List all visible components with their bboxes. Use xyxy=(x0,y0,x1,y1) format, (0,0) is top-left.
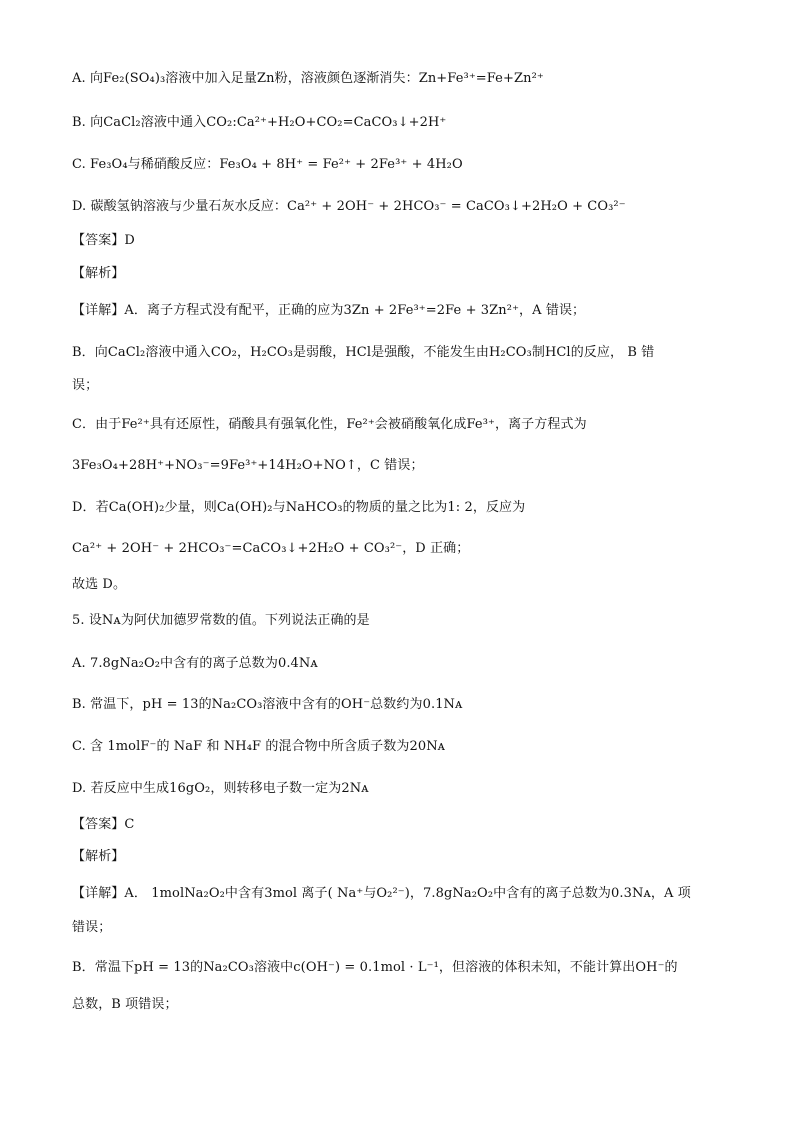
equation-line-d: Ca²⁺ + 2OH⁻ + 2HCO₃⁻=CaCO₃↓+2H₂O + CO₃²⁻，D 正确； xyxy=(72,541,470,556)
q5-option-a: A. 7.8gNa₂O₂中含有的离子总数为0.4Nᴀ xyxy=(72,656,318,671)
equation-line-c: 3Fe₃O₄+28H⁺+NO₃⁻=9Fe³⁺+14H₂O+NO↑，C 错误； xyxy=(72,458,424,473)
q5-analysis-label: 【解析】 xyxy=(72,849,125,864)
q5-detail-line-b-cont: 总数，B 项错误； xyxy=(72,997,178,1012)
analysis-label: 【解析】 xyxy=(72,266,125,281)
option-b-line: B. 向CaCl₂溶液中通入CO₂:Ca²⁺+H₂O+CO₂=CaCO₃↓+2H⁺ xyxy=(72,115,447,130)
q5-detail-line-b: B．常温下pH = 13的Na₂CO₃溶液中c(OH⁻) = 0.1mol · L⁻¹，但溶液的体积未知，不能计算出OH⁻的 xyxy=(72,960,678,975)
q5-detail-line-a-cont: 错误； xyxy=(72,920,112,935)
question-5-stem: 5. 设Nᴀ为阿伏加德罗常数的值。下列说法正确的是 xyxy=(72,613,370,628)
option-d-line: D. 碳酸氢钠溶液与少量石灰水反应：Ca²⁺ + 2OH⁻ + 2HCO₃⁻ = CaCO₃↓+2H₂O + CO₃²⁻ xyxy=(72,199,626,214)
option-c-line: C. Fe₃O₄与稀硝酸反应：Fe₃O₄ + 8H⁺ = Fe²⁺ + 2Fe³⁺ + 4H₂O xyxy=(72,157,463,172)
q5-detail-line-a: 【详解】A． 1molNa₂O₂中含有3mol 离子( Na⁺与O₂²⁻)，7.8gNa₂O₂中含有的离子总数为0.3Nᴀ，A 项 xyxy=(72,886,691,901)
detail-line-b-cont: 误； xyxy=(72,378,99,393)
detail-line-d: D．若Ca(OH)₂少量，则Ca(OH)₂与NaHCO₃的物质的量之比为1: 2，反应为 xyxy=(72,500,526,515)
q5-option-b: B. 常温下，pH = 13的Na₂CO₃溶液中含有的OH⁻总数约为0.1Nᴀ xyxy=(72,697,463,712)
q5-option-c: C. 含 1molF⁻的 NaF 和 NH₄F 的混合物中所含质子数为20Nᴀ xyxy=(72,739,446,754)
option-a-line: A. 向Fe₂(SO₄)₃溶液中加入足量Zn粉，溶液颜色逐渐消失：Zn+Fe³⁺=Fe+Zn²⁺ xyxy=(72,71,544,86)
detail-line-c: C．由于Fe²⁺具有还原性，硝酸具有强氧化性，Fe²⁺会被硝酸氧化成Fe³⁺，离子方程式为 xyxy=(72,417,587,432)
detail-line-b: B．向CaCl₂溶液中通入CO₂，H₂CO₃是弱酸，HCl是强酸，不能发生由H₂CO₃制HCl的反应， B 错 xyxy=(72,345,655,360)
detail-line-a: 【详解】A．离子方程式没有配平，正确的应为3Zn + 2Fe³⁺=2Fe + 3Zn²⁺，A 错误； xyxy=(72,303,586,318)
answer-label: 【答案】D xyxy=(72,233,135,248)
q5-answer-label: 【答案】C xyxy=(72,817,135,832)
q5-option-d: D. 若反应中生成16gO₂，则转移电子数一定为2Nᴀ xyxy=(72,781,369,796)
conclusion-line: 故选 D。 xyxy=(72,577,127,592)
